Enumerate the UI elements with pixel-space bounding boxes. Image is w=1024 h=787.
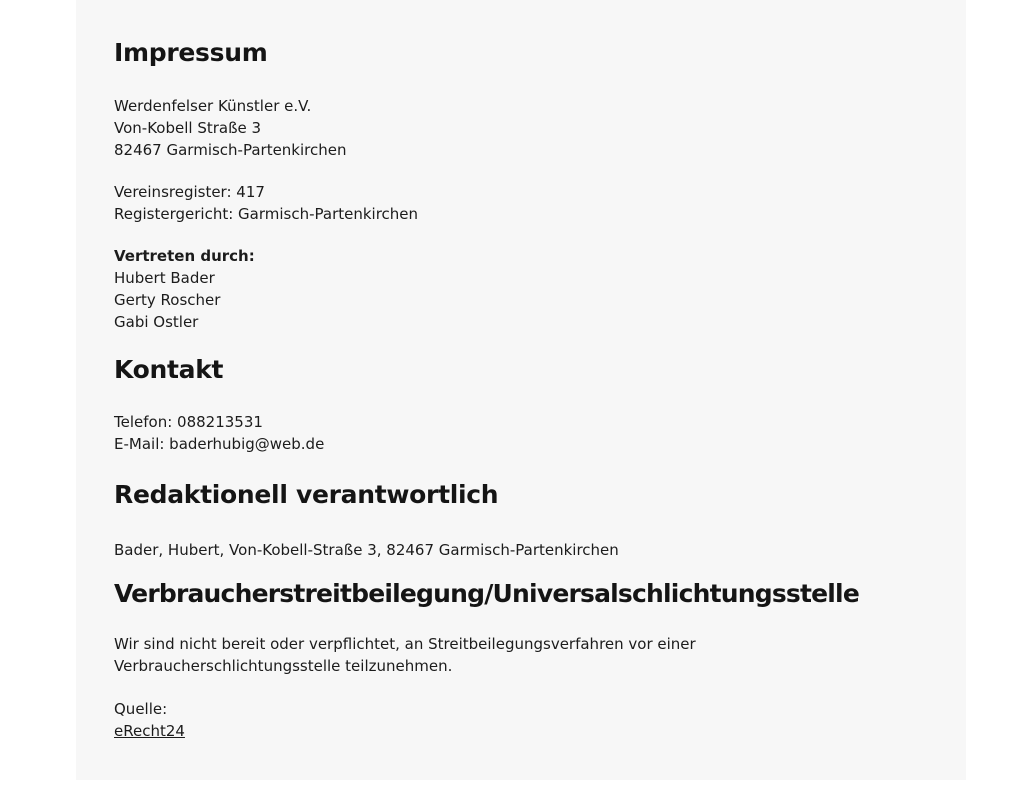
contact-block — [114, 411, 934, 455]
address-block — [114, 95, 934, 161]
representative: Gabi Ostler — [114, 313, 199, 331]
dispute-text-line: Wir sind nicht bereit oder verpflichtet, an Streitbeilegungsverfahren vor einer — [114, 635, 696, 653]
impressum-heading: Impressum — [114, 38, 268, 67]
phone-number: Telefon: 088213531 — [114, 413, 263, 431]
association-name: Werdenfelser Künstler e.V. — [114, 97, 312, 115]
representative: Hubert Bader — [114, 269, 215, 287]
register-block — [114, 181, 934, 225]
email-address: E-Mail: baderhubig@web.de — [114, 435, 325, 453]
city-address: 82467 Garmisch-Partenkirchen — [114, 141, 347, 159]
source-label: Quelle: — [114, 700, 168, 718]
representatives-block — [114, 245, 934, 333]
register-court: Registergericht: Garmisch-Partenkirchen — [114, 205, 419, 223]
streitbeilegung-heading: Verbraucherstreitbeilegung/Universalschlichtungsstelle — [114, 579, 859, 608]
representatives-label: Vertreten durch: — [114, 247, 255, 265]
erecht24-link[interactable]: eRecht24 — [114, 722, 185, 740]
representative: Gerty Roscher — [114, 291, 221, 309]
register-number: Vereinsregister: 417 — [114, 183, 265, 201]
dispute-text-line: Verbraucherschlichtungsstelle teilzunehmen. — [114, 657, 453, 675]
redaktion-heading: Redaktionell verantwortlich — [114, 480, 499, 509]
impressum-content — [114, 36, 934, 742]
street-address: Von-Kobell Straße 3 — [114, 119, 262, 137]
kontakt-heading: Kontakt — [114, 355, 224, 384]
source-block — [114, 698, 934, 742]
responsible-editor: Bader, Hubert, Von-Kobell-Straße 3, 82467 Garmisch-Partenkirchen — [114, 541, 619, 559]
dispute-resolution-text — [114, 633, 934, 677]
